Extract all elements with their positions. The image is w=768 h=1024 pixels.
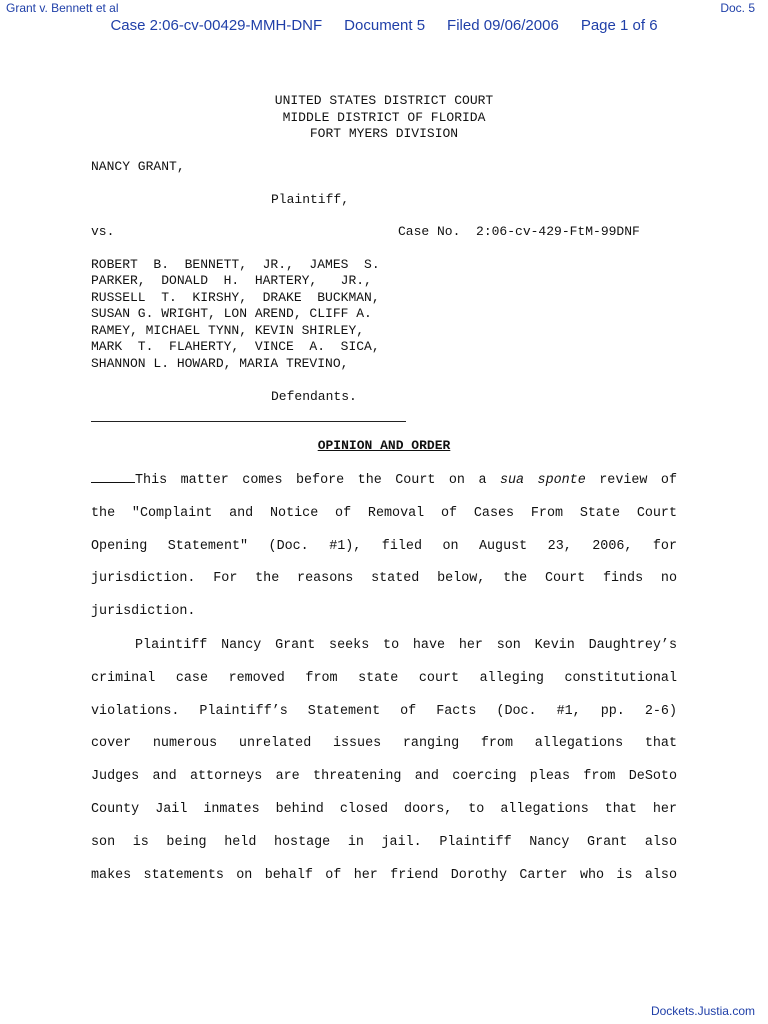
case-number-caption: Case No. 2:06-cv-429-FtM-99DNF <box>398 224 640 239</box>
opinion-title: OPINION AND ORDER <box>317 438 451 453</box>
case-number: Case 2:06-cv-00429-MMH-DNF <box>110 17 323 34</box>
defendants-label: Defendants. <box>271 389 357 404</box>
filing-header <box>0 17 768 34</box>
court-district: MIDDLE DISTRICT OF FLORIDA <box>282 110 486 125</box>
paragraph-line: the "Complaint and Notice of Removal of Cases From State Court <box>91 505 677 521</box>
versus-label: vs. <box>91 224 115 239</box>
defendants-line: PARKER, DONALD H. HARTERY, JR., <box>91 273 372 288</box>
filed-date: Filed 09/06/2006 <box>447 17 559 34</box>
paragraph-line: cover numerous unrelated issues ranging from allegations that <box>91 736 677 752</box>
paragraph-line: jurisdiction. <box>91 604 196 620</box>
paragraph-line: jurisdiction. For the reasons stated below, the Court finds no <box>91 571 677 587</box>
dockets-justia-link[interactable]: Dockets.Justia.com <box>650 1004 755 1018</box>
court-name: UNITED STATES DISTRICT COURT <box>274 93 494 108</box>
defendants-line: MARK T. FLAHERTY, VINCE A. SICA, <box>91 339 380 354</box>
paragraph-line: criminal case removed from state court alleging constitutional <box>91 670 677 686</box>
plaintiff-label: Plaintiff, <box>271 192 350 207</box>
paragraph-line: makes statements on behalf of her friend Dorothy Carter who is also <box>91 867 677 883</box>
paragraph-two <box>91 630 677 892</box>
paragraph-line <box>91 465 677 498</box>
defendants-line: ROBERT B. BENNETT, JR., JAMES S. <box>91 257 380 272</box>
indent-underline <box>91 468 135 483</box>
defendants-line: RAMEY, MICHAEL TYNN, KEVIN SHIRLEY, <box>91 323 365 338</box>
case-title-link[interactable]: Grant v. Bennett et al <box>6 1 119 15</box>
para1-after: review of <box>585 473 678 488</box>
page-indicator: Page 1 of 6 <box>580 17 658 34</box>
court-division: FORT MYERS DIVISION <box>309 126 459 141</box>
para1-italic: sua sponte <box>499 473 586 488</box>
document-number: Document 5 <box>344 17 426 34</box>
defendants-line: RUSSELL T. KIRSHY, DRAKE BUCKMAN, <box>91 290 380 305</box>
paragraph-line: Judges and attorneys are threatening and coercing pleas from DeSoto <box>91 769 677 785</box>
paragraph-one <box>91 465 677 629</box>
paragraph-line: County Jail inmates behind closed doors, to allegations that her <box>91 801 677 817</box>
plaintiff-name: NANCY GRANT, <box>91 159 185 174</box>
defendants-line: SHANNON L. HOWARD, MARIA TREVINO, <box>91 356 349 371</box>
paragraph-line: Opening Statement" (Doc. #1), filed on August 23, 2006, for <box>91 538 677 554</box>
defendants-line: SUSAN G. WRIGHT, LON AREND, CLIFF A. <box>91 306 372 321</box>
doc-number-link[interactable]: Doc. 5 <box>720 1 755 15</box>
paragraph-line: Plaintiff Nancy Grant seeks to have her son Kevin Daughtrey’s <box>135 638 677 653</box>
para1-lead: This matter comes before the Court on a <box>135 473 500 488</box>
paragraph-line: son is being held hostage in jail. Plaintiff Nancy Grant also <box>91 834 677 850</box>
paragraph-line: violations. Plaintiff’s Statement of Facts (Doc. #1, pp. 2-6) <box>91 703 677 719</box>
caption-divider <box>91 421 406 422</box>
